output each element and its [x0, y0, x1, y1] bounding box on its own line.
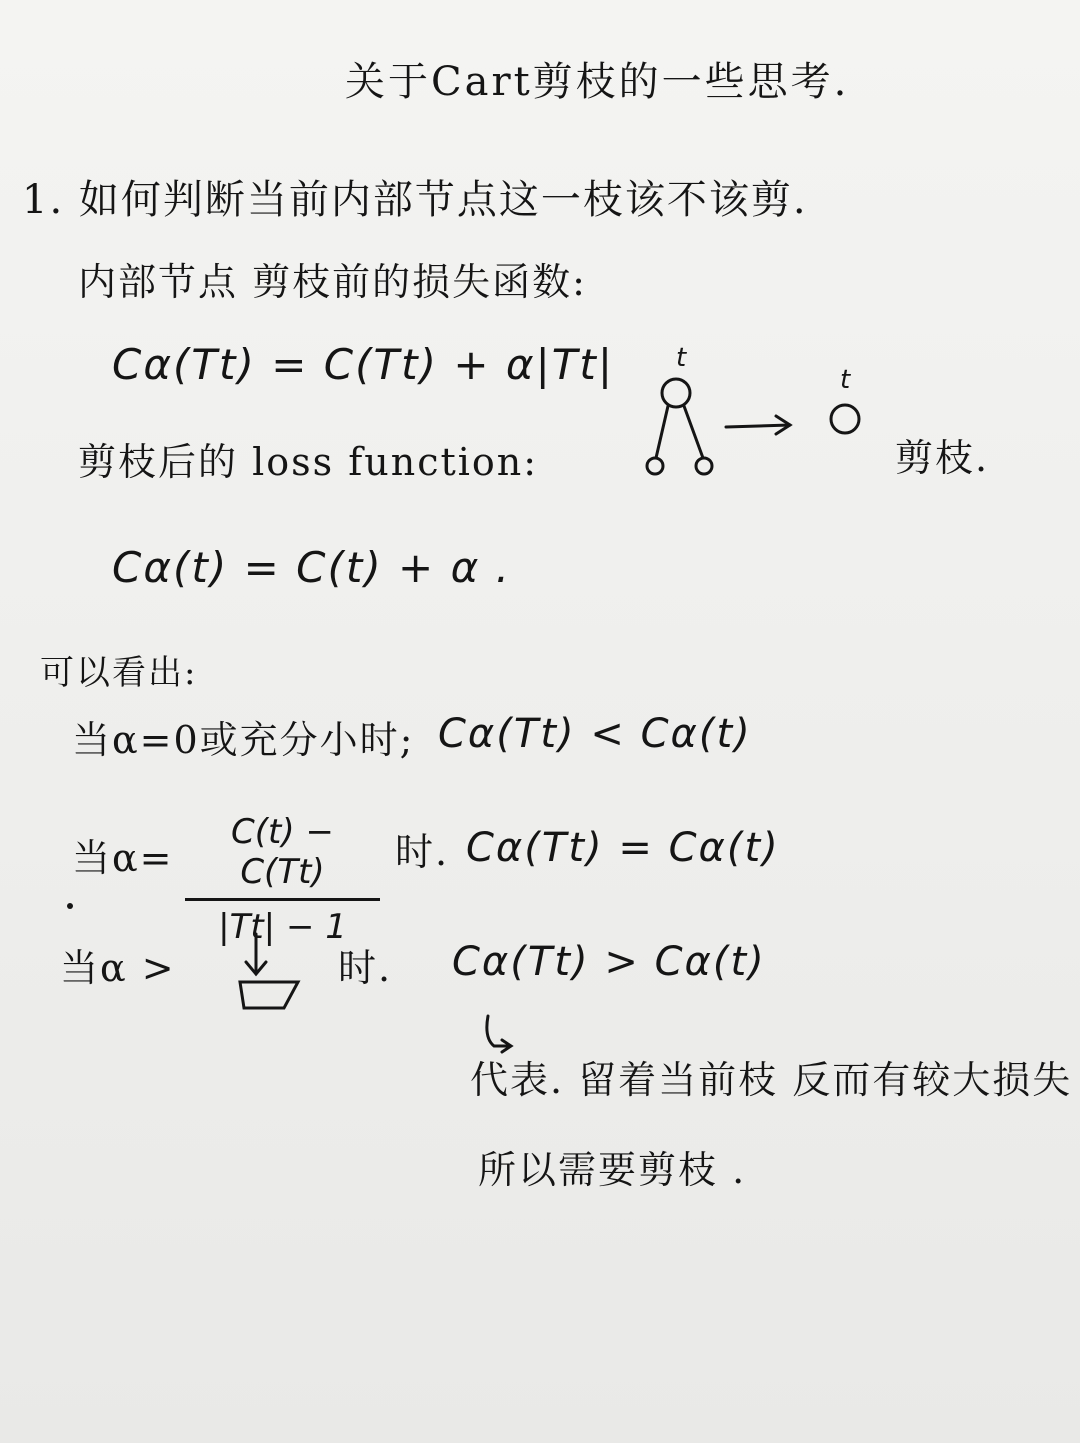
pruned-node [831, 405, 859, 433]
page-title: 关于Cart剪枝的一些思考. [345, 59, 850, 105]
pruning-arrow [726, 425, 790, 427]
fraction-numerator: C(t) − C(Tt) [231, 812, 334, 892]
placeholder-box-icon [240, 982, 298, 1008]
case-small-alpha-formula: Cα(Tt) < Cα(t) [438, 711, 752, 757]
fraction-denominator: |Tt| − 1 [218, 907, 347, 947]
case-large-mid: 时. [338, 946, 393, 990]
conclusion-line-2: 所以需要剪枝 . [478, 1148, 747, 1192]
left-branch [656, 406, 668, 458]
root-node [662, 379, 690, 407]
case-equal-mid: 时. [395, 830, 450, 874]
root-node-label: t [676, 343, 687, 373]
case-equal-prefix: 当α= [72, 836, 174, 880]
before-pruning-label: 内部节点 剪枝前的损失函数: [78, 260, 587, 304]
observation-label: 可以看出: [40, 653, 198, 693]
left-leaf-node [647, 458, 663, 474]
after-pruning-label: 剪枝后的 loss function: [78, 440, 539, 484]
ink-dot [67, 903, 73, 909]
diagram-caption: 剪枝. [895, 436, 990, 480]
pruned-node-label: t [840, 365, 851, 395]
section-heading: 1. 如何判断当前内部节点这一枝该不该剪. [22, 177, 808, 223]
right-leaf-node [696, 458, 712, 474]
case-large-prefix: 当α > [60, 946, 176, 990]
case-equal-formula: Cα(Tt) = Cα(t) [466, 825, 780, 871]
conclusion-line-1: 代表. 留着当前枝 反而有较大损失 [470, 1058, 1073, 1102]
right-branch [684, 406, 703, 458]
before-pruning-formula: Cα(Tt) = C(Tt) + α|Tt| [112, 340, 615, 389]
case-large-formula: Cα(Tt) > Cα(t) [452, 939, 766, 985]
after-pruning-formula: Cα(t) = C(t) + α . [112, 543, 511, 592]
case-small-alpha-text: 当α=0或充分小时; [72, 718, 415, 762]
